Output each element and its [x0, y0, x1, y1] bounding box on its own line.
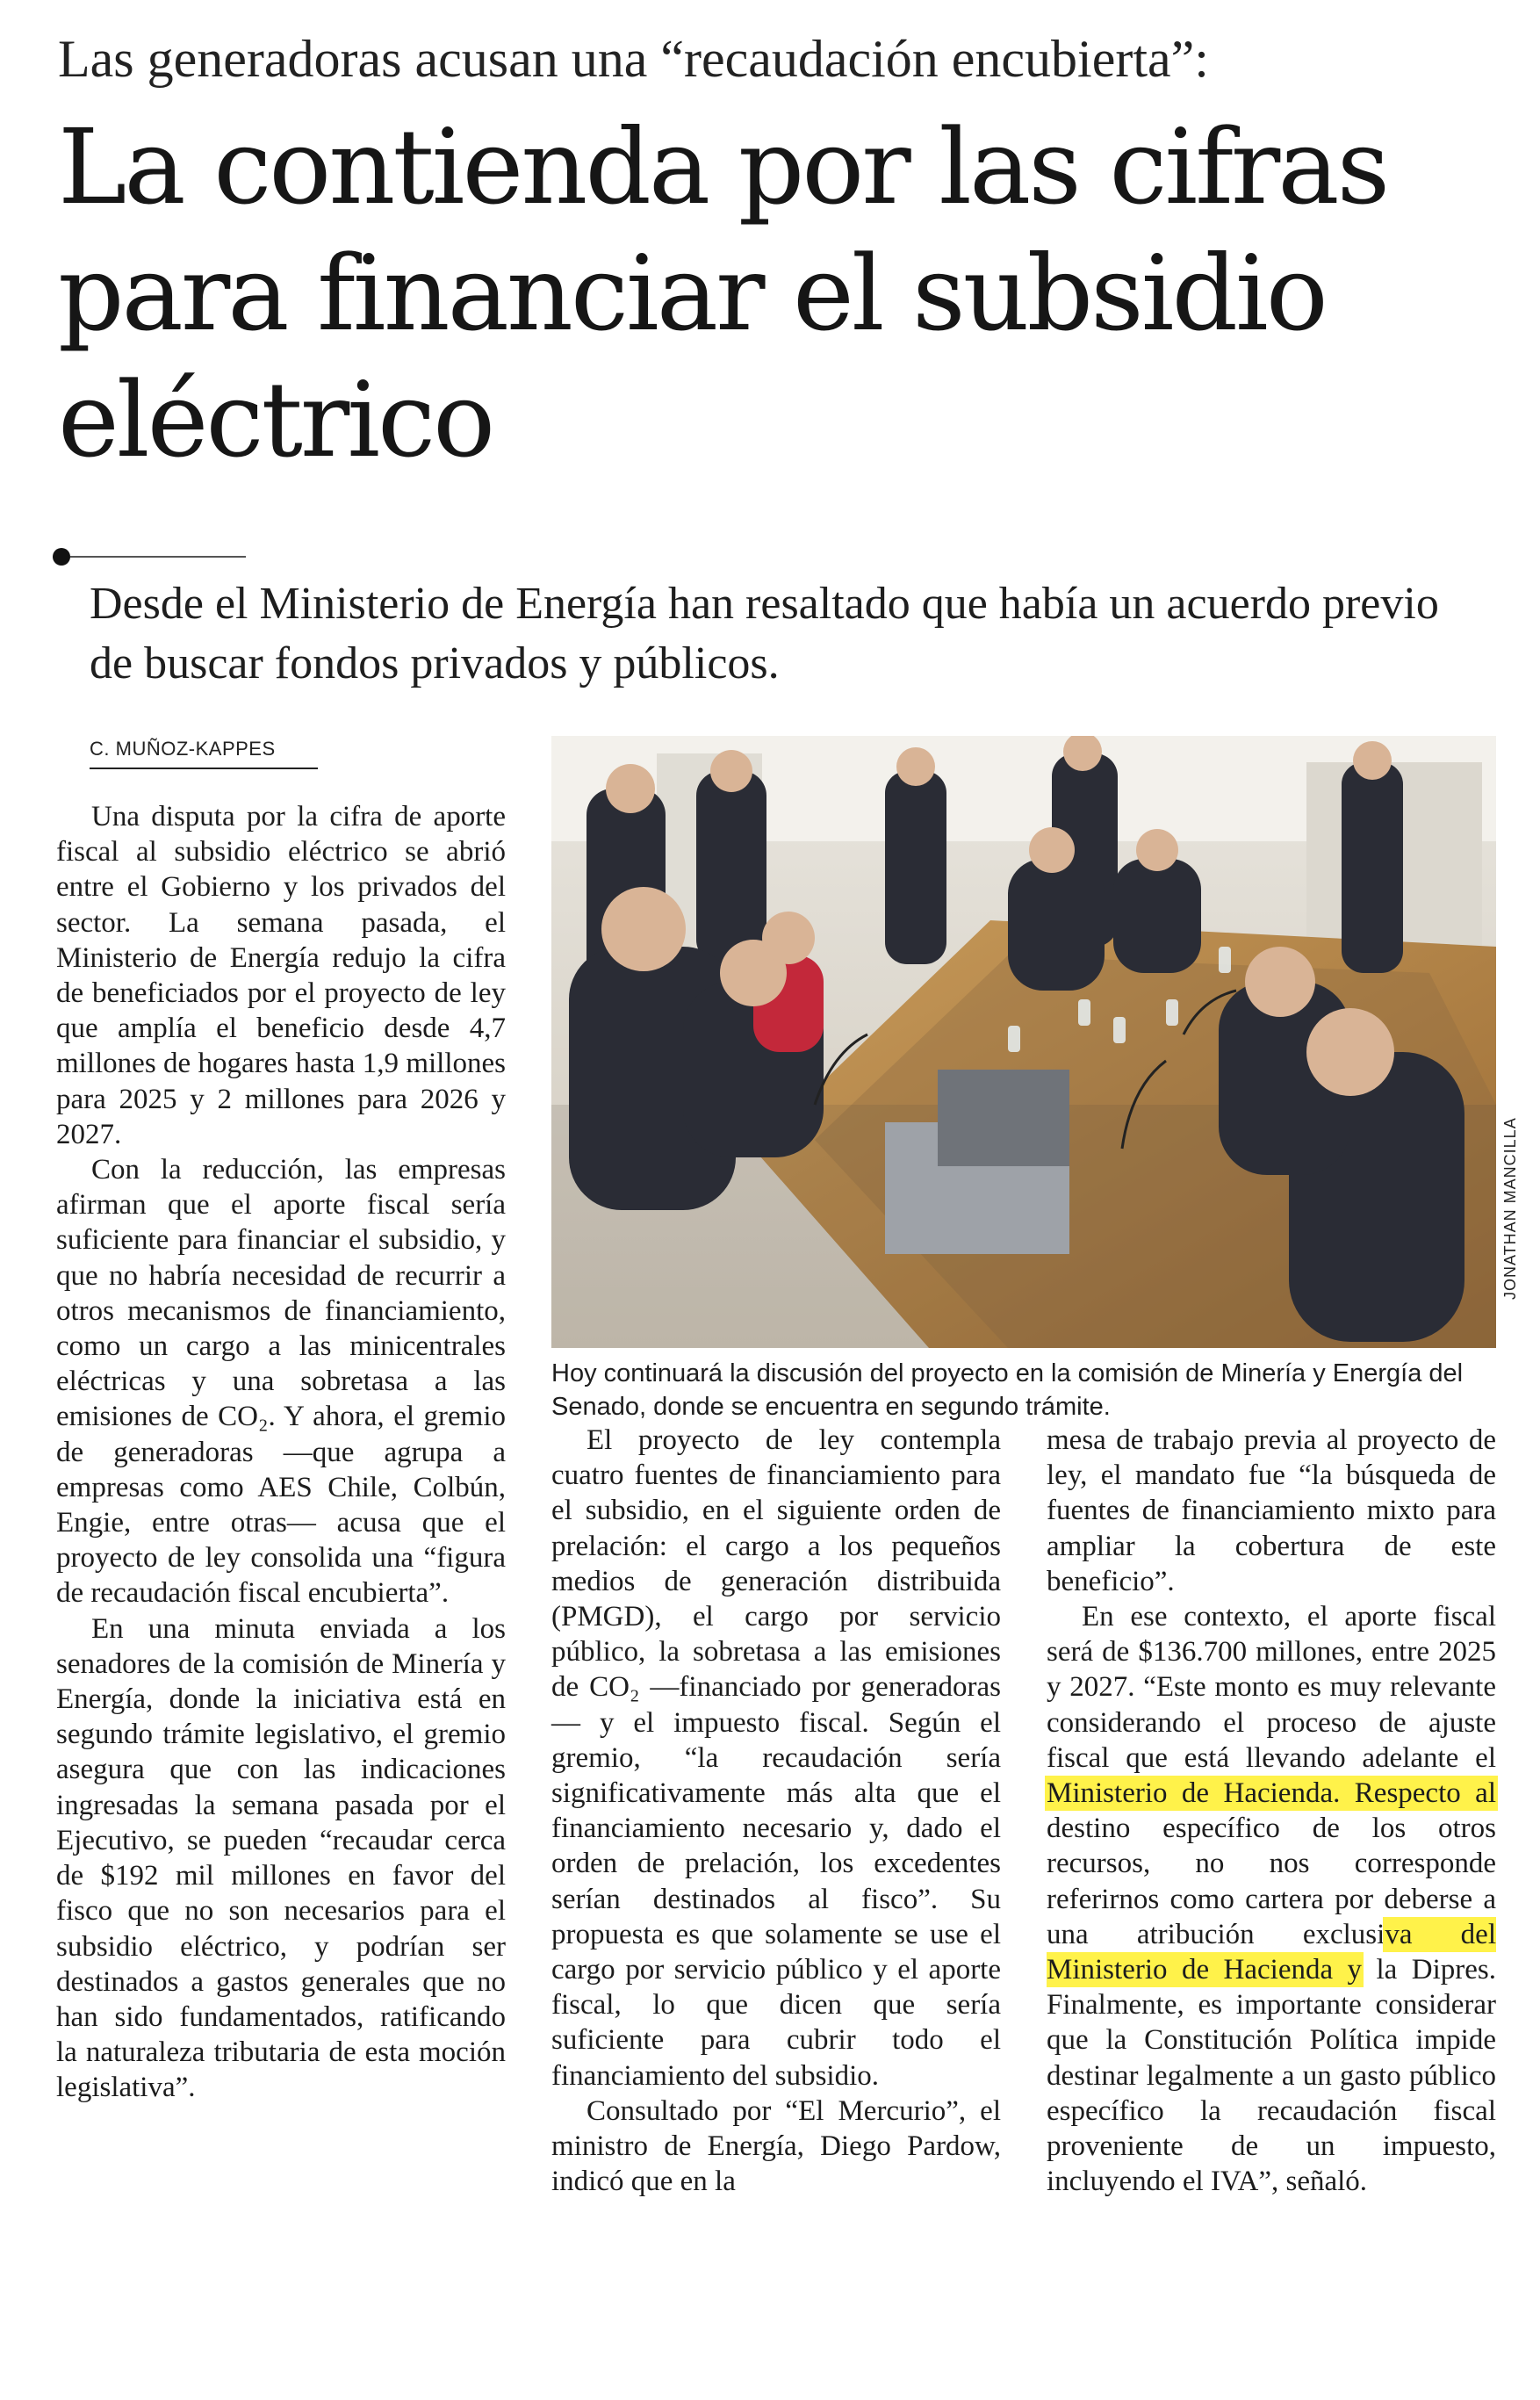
- paragraph: Una disputa por la cifra de aporte fiscal al subsidio eléctrico se abrió entre el Gobierno y los privados del sector. La semana pasada, el Ministerio de Energía redujo la cifra de beneficiados por el proyecto de ley que amplía el beneficio desde 4,7 millones de hogares hasta 1,9 millones para 2025 y 2 millones para 2026 y 2027.: [56, 801, 506, 1150]
- text-run: En ese contexto, el aporte fiscal será de $136.700 millones, entre 2025 y 2027. “Este monto es muy relevante considerando el proceso de ajuste fiscal que está llevando adelante el: [1047, 1601, 1496, 1774]
- paragraph: mesa de trabajo previa al proyecto de ley, el mandato fue “la búsqueda de fuentes de financiamiento mixto para ampliar la cobertura de este beneficio”.: [1047, 1424, 1496, 1597]
- column-1: [56, 799, 506, 2106]
- paragraph: [1047, 1599, 1496, 2199]
- text-run: destino específico de los otros recursos, no nos corresponde referirnos como cartera por deberse a una atribución exclusi: [1047, 1813, 1496, 1950]
- kicker: Las generadoras acusan una “recaudación encubierta”:: [58, 30, 1209, 88]
- paragraph: Consultado por “El Mercurio”, el ministro de Energía, Diego Pardow, indicó que en la: [551, 2094, 1001, 2198]
- photo-illustration: [551, 736, 1496, 1348]
- photo-caption: Hoy continuará la discusión del proyecto en la comisión de Minería y Energía del Senado, donde se encuentra en segundo trámite.: [551, 1359, 1464, 1421]
- headline: La contienda por las cifras para financiar el subsidio eléctrico: [58, 106, 1388, 480]
- deck: Desde el Ministerio de Energía han resaltado que había un acuerdo previo de buscar fondos privados y públicos.: [90, 579, 1439, 688]
- byline: C. MUÑOZ-KAPPES: [90, 736, 318, 769]
- rule-line: [70, 556, 246, 558]
- column-2: [551, 1423, 1001, 2199]
- paragraph: El proyecto de ley contempla cuatro fuentes de financiamiento para el subsidio, en el siguiente orden de prelación: el cargo a los pequeños medios de generación distribuida (PMGD), el cargo por servicio público, la sobretasa a las emisiones de CO₂ —financiado por generadoras— y el impuesto fiscal. Según el gremio, “la recaudación sería significativamente más alta que el financiamiento necesario y, dado el orden de prelación, los excedentes serían destinados al fisco”. Su propuesta es que solamente se use el cargo por servicio público y el aporte fiscal, lo que dicen que sería suficiente para cubrir todo el financiamiento del subsidio.: [551, 1424, 1001, 2092]
- highlighted-text: va del Ministerio de Hacienda y: [1047, 1918, 1496, 1986]
- paragraph: Con la reducción, las empresas afirman que el aporte fiscal sería suficiente para financiar el subsidio, y que no habría necesidad de recurrir a otros mecanismos de financiamiento, como un cargo a las minicentrales eléctricas y una sobretasa a las emisiones de CO₂. Y ahora, el gremio de generadoras —que agrupa a empresas como AES Chile, Colbún, Engie, entre otras— acusa que el proyecto de ley consolida una “figura de recaudación fiscal encubierta”.: [56, 1154, 506, 1610]
- text-run: la Dipres. Finalmente, es importante considerar que la Constitución Política impide destinar legalmente a un gasto público específico la recaudación fiscal proveniente de un impuesto, incluyendo el IVA”, señaló.: [1047, 1954, 1496, 2198]
- photo-credit: JONATHAN MANCILLA: [1501, 1117, 1519, 1300]
- column-3: [1047, 1423, 1496, 2199]
- highlighted-text: Ministerio de Hacienda. Respecto al: [1047, 1777, 1496, 1810]
- rule-dot: [53, 548, 70, 566]
- news-photo: [551, 736, 1496, 1348]
- paragraph: En una minuta enviada a los senadores de la comisión de Minería y Energía, donde la iniciativa está en segundo trámite legislativo, el gremio asegura que con las indicaciones ingresadas la semana pasada por el Ejecutivo, se pueden “recaudar cerca de $192 mil millones en favor del fisco que no son necesarios para el subsidio eléctrico, y podrían ser destinados a gastos generales que no han sido fundamentados, ratificando la naturaleza tributaria de esta moción legislativa”.: [56, 1612, 506, 2104]
